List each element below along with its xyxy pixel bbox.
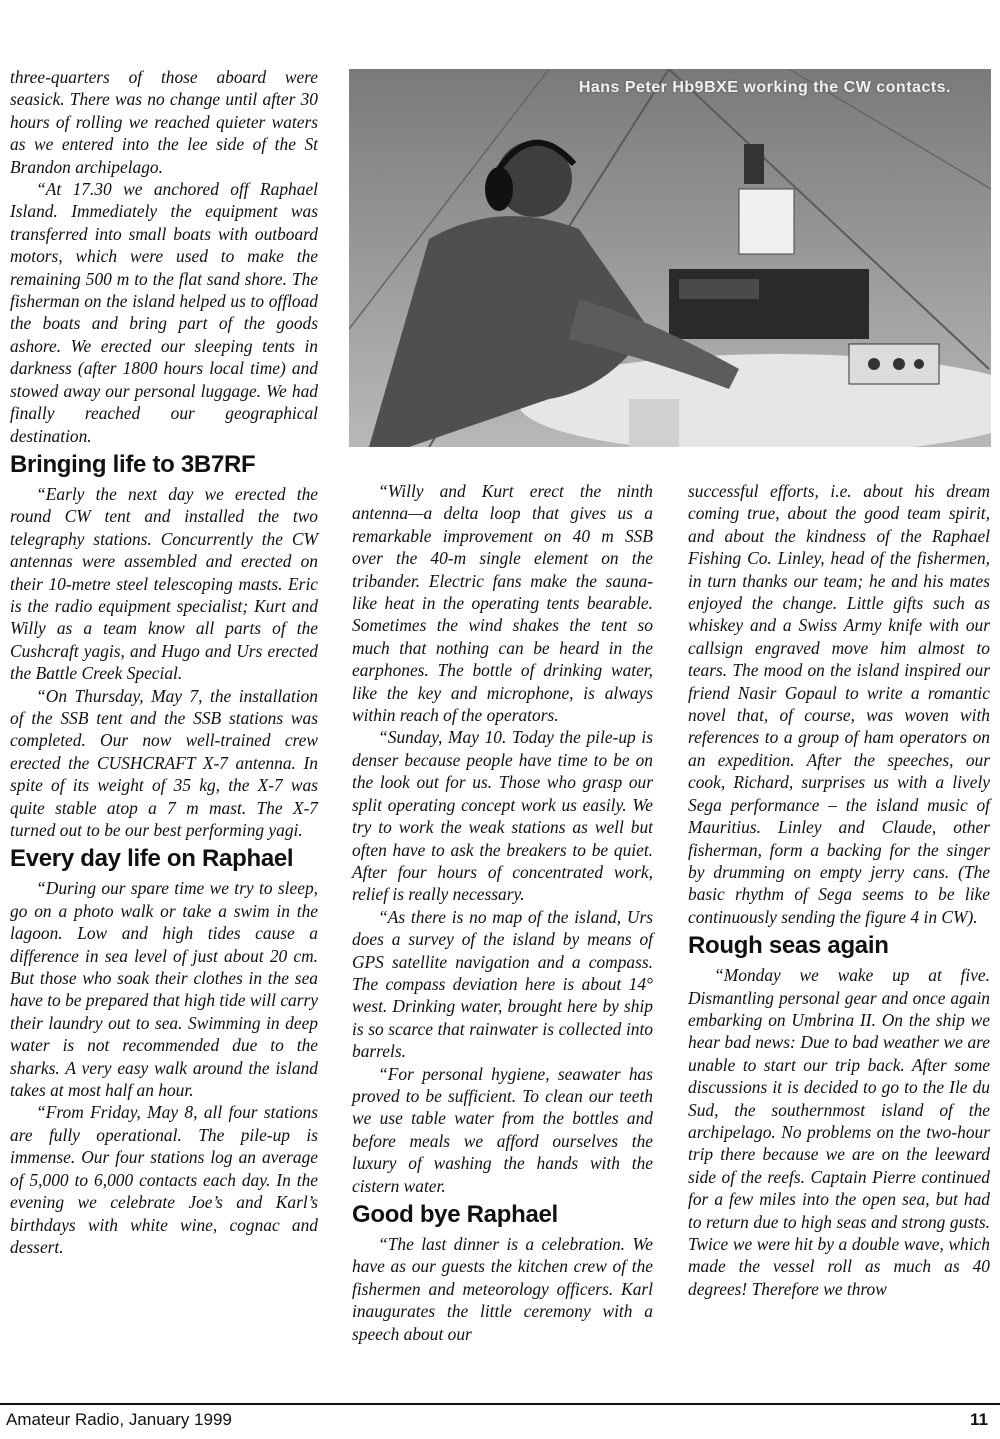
paragraph: “Monday we wake up at five. Dismantling personal gear and once again embarking on Umbrina II. On the ship we hear bad news: Due to bad weather we are unable to start our trip back. After some discussions it is decided to go to the Ile du Sud, the southernmost island of the archipelago. No problems on the two-hour trip there because we are on the leeward side of the reefs. Captain Pierre continued for a few miles into the open sea, but had to return due to high seas and strong gusts. Twice we were hit by a double wave, which made the vessel roll as much as 40 degrees! Therefore we throw [688,965,990,1299]
paragraph: “Sunday, May 10. Today the pile-up is denser because people have time to be on the look out for us. Those who grasp our split operating concept work us easily. We try to work the weak stations as well but often have to ask the breakers to be quiet. After four hours of concentrated work, relief is really necessary. [352,727,653,905]
publication-name: Amateur Radio, January 1999 [6,1410,232,1429]
paragraph: three-quarters of those aboard were seasick. There was no change until after 30 hours of rolling we reached quieter waters as we entered into the lee side of the St Brandon archipelago. [10,67,318,177]
photo-caption: Hans Peter Hb9BXE working the CW contacts. [578,79,951,96]
article-column-1 [10,66,318,1258]
section-heading-rough-seas: Rough seas again [688,932,889,960]
footer-rule [0,1403,1000,1405]
paragraph: “At 17.30 we anchored off Raphael Island. Immediately the equipment was transferred into small boats with outboard motors, which were used to make the remaining 500 m to the flat sand shore. The fisherman on the island helped us to offload the boats and bring part of the goods ashore. We erected our sleeping tents in darkness (after 1800 hours local time) and stowed away our personal luggage. We had finally reached our geographical destination. [10,179,318,446]
paragraph: “The last dinner is a celebration. We have as our guests the kitchen crew of the fishermen and meteorology officers. Karl inaugurates the little ceremony with a speech about our [352,1234,653,1344]
section-heading-good-bye: Good bye Raphael [352,1201,558,1228]
section-heading-bringing-life: Bringing life to 3B7RF [10,450,256,478]
page-footer [0,1400,1000,1439]
paragraph: successful efforts, i.e. about his dream coming true, about the good team spirit, and about the kindness of the Raphael Fishing Co. Linley, head of the fishermen, in turn thanks our team; he and his mates enjoyed the change. Little gifts such as whiskey and a Swiss Army knife with our callsign engraved move him almost to tears. The mood on the island inspired our friend Nasir Gopaul to write a romantic novel that, of course, was woven with references to a group of ham operators on an expedition. After the speeches, our cook, Richard, surprises us with a lively Sega performance – the island music of Mauritius. Linley and Claude, other fisherman, form a backing for the singer by drumming on empty jerry cans. (The basic rhythm of Sega seems to be like continuously sending the figure 4 in CW). [688,481,990,927]
paragraph: “Willy and Kurt erect the ninth antenna—a delta loop that gives us a remarkable improvement on 40 m SSB over the 40-m single element on the tribander. Electric fans make the sauna-like heat in the operating tents bearable. Sometimes the wind shakes the tent so much that nothing can be heard in the earphones. The bottle of drinking water, like the key and microphone, is always within reach of the operators. [352,481,653,726]
operator-photo [349,69,991,447]
paragraph: “During our spare time we try to sleep, go on a photo walk or take a swim in the lagoon. Low and high tides cause a difference in sea level of just about 20 cm. But those who soak their clothes in the sea have to be prepared that high tide will carry their laundry out to sea. Swimming in deep water is not recommended due to the sharks. A very easy walk around the island takes at most half an hour. [10,878,318,1101]
paragraph: “As there is no map of the island, Urs does a survey of the island by means of GPS satellite navigation and a compass. The compass deviation here is about 14° west. Drinking water, brought here by ship is so scarce that rainwater is collected into barrels. [352,906,653,1062]
article-column-2 [352,480,653,1345]
page-number: 11 [970,1410,988,1429]
paragraph: “Early the next day we erected the round CW tent and installed the two telegraphy stations. Concurrently the CW antennas were assembled and erected on their 10-metre steel telescoping masts. Eric is the radio equipment specialist; Kurt and Willy as a team know all parts of the Cushcraft yagis, and Hugo and Urs erected the Battle Creek Special. [10,483,318,684]
paragraph: “On Thursday, May 7, the installation of the SSB tent and the SSB stations was completed. Our now well-trained crew erected the CUSHCRAFT X-7 antenna. In spite of its weight of 35 kg, the X-7 was quite stable atop a 7 m mast. The X-7 turned out to be our best performing yagi. [10,685,318,840]
paragraph: “For personal hygiene, seawater has proved to be sufficient. To clean our teeth we use table water from the bottles and before meals we afford ourselves the luxury of washing the hands with the cistern water. [352,1063,653,1196]
photo-illustration [349,69,991,447]
section-heading-every-day-life: Every day life on Raphael [10,845,294,873]
paragraph: “From Friday, May 8, all four stations are fully operational. The pile-up is immense. Our four stations log an average of 5,000 to 6,000 contacts each day. In the evening we celebrate Joe’s and Karl’s birthdays with white wine, cognac and dessert. [10,1102,318,1257]
article-column-3 [688,480,990,1300]
